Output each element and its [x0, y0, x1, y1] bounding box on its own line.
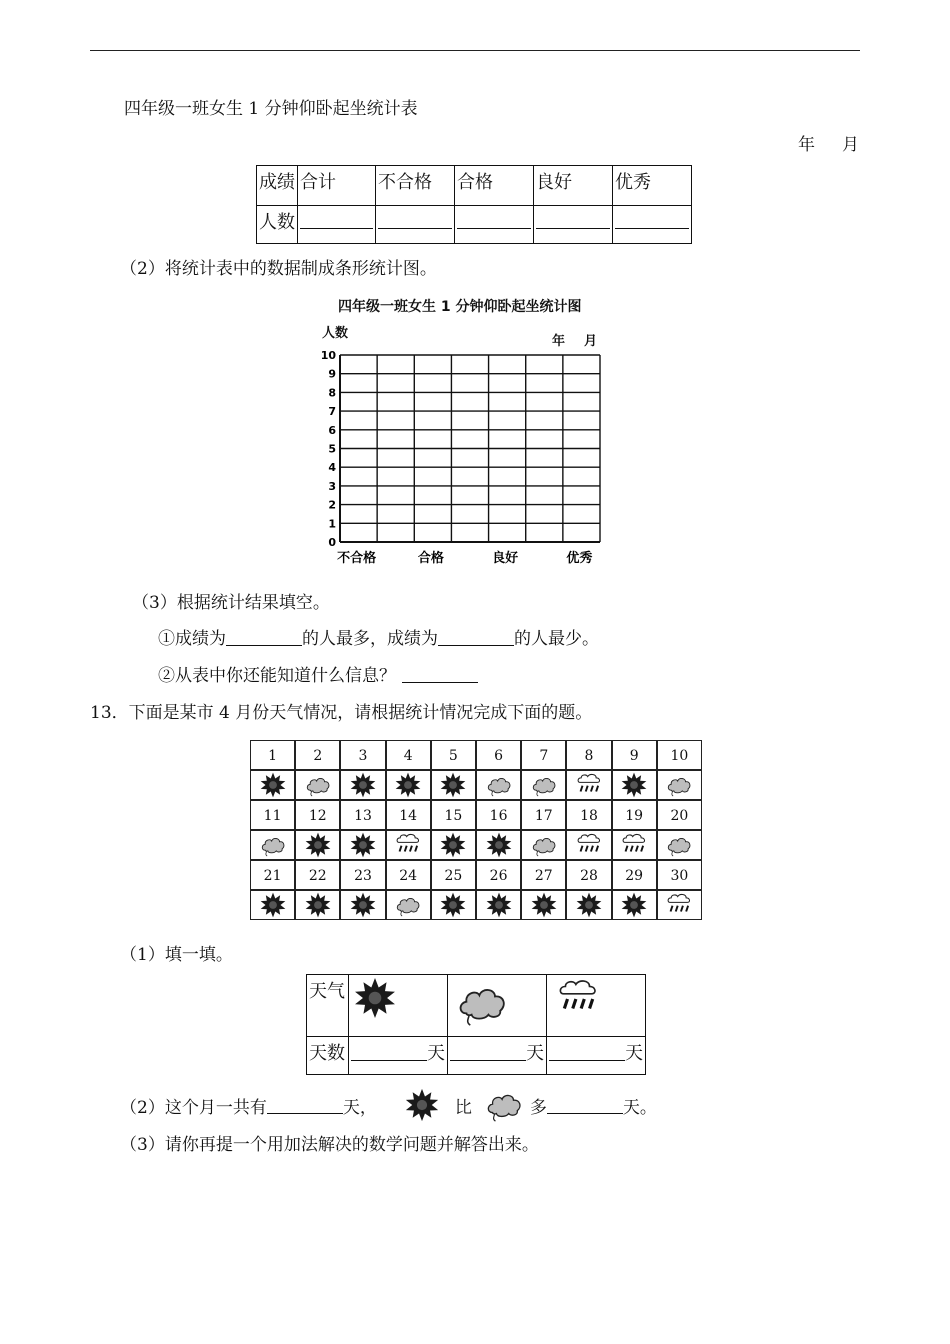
- answer-cell[interactable]: [298, 206, 376, 244]
- rainy-icon: [618, 832, 650, 858]
- tally-row2-label: 天数: [307, 1037, 349, 1075]
- rainy-blank[interactable]: [549, 1042, 625, 1061]
- answer-cell[interactable]: [613, 206, 692, 244]
- q13-part1: （1）填一填。: [120, 945, 233, 965]
- sunny-icon: [347, 772, 379, 798]
- bar-chart: [318, 340, 618, 570]
- calendar-weather-cell: [431, 830, 476, 860]
- calendar-day-number: 12: [295, 800, 340, 830]
- calendar-day-number: 26: [476, 860, 521, 890]
- rainy-icon: [573, 772, 605, 798]
- calendar-day-number: 28: [566, 860, 611, 890]
- cloudy-icon: [392, 892, 424, 918]
- calendar-weather-cell: [386, 890, 431, 920]
- cloudy-icon: [478, 1086, 530, 1124]
- fill1-a: ①成绩为: [158, 629, 226, 649]
- calendar-day-number: 23: [340, 860, 385, 890]
- calendar-day-number: 22: [295, 860, 340, 890]
- calendar-day-number: 17: [521, 800, 566, 830]
- blank-total-days[interactable]: [267, 1096, 343, 1114]
- calendar-day-number: 24: [386, 860, 431, 890]
- cloudy-icon: [257, 832, 289, 858]
- blank-least[interactable]: [438, 628, 514, 646]
- calendar-weather-cell: [566, 770, 611, 800]
- calendar-day-number: 25: [431, 860, 476, 890]
- calendar-weather-cell: [250, 890, 295, 920]
- calendar-weather-cell: [476, 890, 521, 920]
- calendar-weather-cell: [612, 770, 657, 800]
- x-category-label: 不合格: [337, 551, 377, 566]
- calendar-weather-cell: [340, 770, 385, 800]
- calendar-weather-cell: [431, 890, 476, 920]
- calendar-day-number: 10: [657, 740, 702, 770]
- score-table: [256, 165, 692, 244]
- calendar-weather-cell: [386, 770, 431, 800]
- calendar-day-number: 21: [250, 860, 295, 890]
- y-tick-label: 5: [328, 442, 336, 456]
- calendar-weather-cell: [521, 770, 566, 800]
- x-category-label: 优秀: [566, 551, 593, 566]
- calendar-day-number: 30: [657, 860, 702, 890]
- rainy-icon: [663, 892, 695, 918]
- sunny-icon: [437, 832, 469, 858]
- part3-text: （3）根据统计结果填空。: [132, 593, 330, 613]
- header-cell: 合格: [455, 166, 534, 206]
- fill1-c: 的人最少。: [514, 629, 599, 649]
- sunny-icon: [392, 772, 424, 798]
- sunny-icon: [302, 892, 334, 918]
- cloudy-icon: [528, 832, 560, 858]
- calendar-day-number: 27: [521, 860, 566, 890]
- sunny-icon: [257, 892, 289, 918]
- part2-d: 多: [529, 1097, 547, 1118]
- blank-diff-days[interactable]: [547, 1096, 623, 1114]
- x-category-label: 合格: [417, 551, 444, 566]
- cloudy-icon: [450, 977, 514, 1029]
- fill1-b: 的人最多，成绩为: [302, 629, 438, 649]
- sunny-icon: [389, 1088, 455, 1122]
- calendar-weather-cell: [476, 830, 521, 860]
- sunny-header: [349, 975, 448, 1037]
- y-tick-label: 6: [328, 423, 336, 437]
- calendar-weather-cell: [295, 770, 340, 800]
- unit: 天: [625, 1043, 643, 1064]
- calendar-day-number: 2: [295, 740, 340, 770]
- calendar-weather-cell: [521, 890, 566, 920]
- header-rule: [90, 50, 860, 51]
- calendar-weather-cell: [250, 770, 295, 800]
- date-month: 月: [842, 135, 859, 155]
- calendar-day-number: 11: [250, 800, 295, 830]
- y-tick-label: 2: [328, 498, 336, 512]
- calendar-weather-cell: [295, 830, 340, 860]
- part2-c: 比: [454, 1097, 472, 1118]
- cloudy-icon: [302, 772, 334, 798]
- sunny-icon: [528, 892, 560, 918]
- sunny-icon: [483, 832, 515, 858]
- calendar-day-number: 1: [250, 740, 295, 770]
- rainy-header: [547, 975, 646, 1037]
- calendar-day-number: 4: [386, 740, 431, 770]
- part2-a: （2）这个月一共有: [120, 1097, 267, 1118]
- sunny-icon: [347, 832, 379, 858]
- calendar-weather-cell: [476, 770, 521, 800]
- calendar-day-number: 3: [340, 740, 385, 770]
- tally-table: [306, 974, 646, 1075]
- calendar-weather-cell: [340, 830, 385, 860]
- calendar-day-number: 19: [612, 800, 657, 830]
- calendar-weather-cell: [250, 830, 295, 860]
- y-tick-label: 10: [320, 349, 336, 362]
- sunny-icon: [618, 772, 650, 798]
- cloudy-icon: [483, 772, 515, 798]
- y-tick-label: 3: [328, 479, 336, 493]
- sunny-icon: [302, 832, 334, 858]
- table-title: 四年级一班女生 1 分钟仰卧起坐统计表: [124, 99, 418, 119]
- weather-calendar: [250, 740, 702, 922]
- y-tick-label: 7: [328, 405, 336, 419]
- sunny-icon: [351, 977, 399, 1019]
- header-cell: 成绩: [257, 166, 298, 206]
- x-category-label: 良好: [492, 551, 519, 566]
- answer-cell[interactable]: [455, 206, 534, 244]
- blank-most[interactable]: [226, 628, 302, 646]
- calendar-weather-cell: [340, 890, 385, 920]
- y-tick-label: 8: [328, 386, 336, 400]
- sunny-icon: [257, 772, 289, 798]
- chart-year: 年: [552, 334, 566, 349]
- calendar-weather-cell: [612, 830, 657, 860]
- calendar-day-number: 29: [612, 860, 657, 890]
- sunny-icon: [483, 892, 515, 918]
- chart-title: 四年级一班女生 1 分钟仰卧起坐统计图: [338, 299, 582, 315]
- sunny-count[interactable]: [349, 1037, 448, 1075]
- fill2: ②从表中你还能知道什么信息？: [158, 666, 396, 686]
- unit: 天: [526, 1043, 544, 1064]
- y-tick-label: 4: [328, 461, 336, 475]
- calendar-weather-cell: [521, 830, 566, 860]
- sunny-icon: [347, 892, 379, 918]
- calendar-weather-cell: [295, 890, 340, 920]
- calendar-day-number: 7: [521, 740, 566, 770]
- calendar-day-number: 20: [657, 800, 702, 830]
- sunny-icon: [618, 892, 650, 918]
- answer-cell[interactable]: [376, 206, 455, 244]
- calendar-day-number: 8: [566, 740, 611, 770]
- chart-ylabel: 人数: [322, 326, 349, 341]
- question-13: 13．下面是某市 4 月份天气情况，请根据统计情况完成下面的题。: [90, 703, 593, 723]
- cloudy-icon: [663, 772, 695, 798]
- cloudy-header: [448, 975, 547, 1037]
- rainy-icon: [549, 977, 607, 1019]
- calendar-day-number: 13: [340, 800, 385, 830]
- unit: 天: [427, 1043, 445, 1064]
- sunny-icon: [573, 892, 605, 918]
- header-cell: 良好: [534, 166, 613, 206]
- y-tick-label: 0: [328, 536, 336, 549]
- calendar-day-number: 9: [612, 740, 657, 770]
- part2-text: （2）将统计表中的数据制成条形统计图。: [120, 259, 437, 279]
- calendar-weather-cell: [566, 890, 611, 920]
- fill-question-1: [158, 624, 599, 649]
- header-cell: 优秀: [613, 166, 692, 206]
- row-label: 人数: [257, 206, 298, 244]
- answer-cell[interactable]: [534, 206, 613, 244]
- calendar-day-number: 15: [431, 800, 476, 830]
- chart-month: 月: [584, 334, 598, 349]
- part2-e: 天。: [622, 1097, 657, 1118]
- header-cell: 合计: [298, 166, 376, 206]
- calendar-day-number: 18: [566, 800, 611, 830]
- calendar-weather-cell: [386, 830, 431, 860]
- part2-b: 天，: [342, 1097, 377, 1118]
- sunny-blank[interactable]: [351, 1042, 427, 1061]
- calendar-weather-cell: [612, 890, 657, 920]
- calendar-weather-cell: [657, 830, 702, 860]
- cloudy-icon: [663, 832, 695, 858]
- calendar-weather-cell: [431, 770, 476, 800]
- y-tick-label: 1: [328, 517, 336, 531]
- sunny-icon: [437, 772, 469, 798]
- q13-part3: （3）请你再提一个用加法解决的数学问题并解答出来。: [120, 1135, 539, 1155]
- date-year: 年: [798, 135, 815, 155]
- q13-part2: [120, 1086, 657, 1124]
- header-cell: 不合格: [376, 166, 455, 206]
- calendar-day-number: 16: [476, 800, 521, 830]
- calendar-weather-cell: [657, 890, 702, 920]
- calendar-day-number: 14: [386, 800, 431, 830]
- calendar-weather-cell: [657, 770, 702, 800]
- y-tick-label: 9: [328, 367, 336, 381]
- sunny-icon: [437, 892, 469, 918]
- blank-info[interactable]: [402, 665, 478, 683]
- fill-question-2: [158, 661, 478, 686]
- cloudy-icon: [528, 772, 560, 798]
- rainy-count[interactable]: [547, 1037, 646, 1075]
- tally-row1-label: 天气: [307, 975, 349, 1037]
- cloudy-blank[interactable]: [450, 1042, 526, 1061]
- rainy-icon: [392, 832, 424, 858]
- cloudy-count[interactable]: [448, 1037, 547, 1075]
- calendar-day-number: 6: [476, 740, 521, 770]
- calendar-day-number: 5: [431, 740, 476, 770]
- rainy-icon: [573, 832, 605, 858]
- calendar-weather-cell: [566, 830, 611, 860]
